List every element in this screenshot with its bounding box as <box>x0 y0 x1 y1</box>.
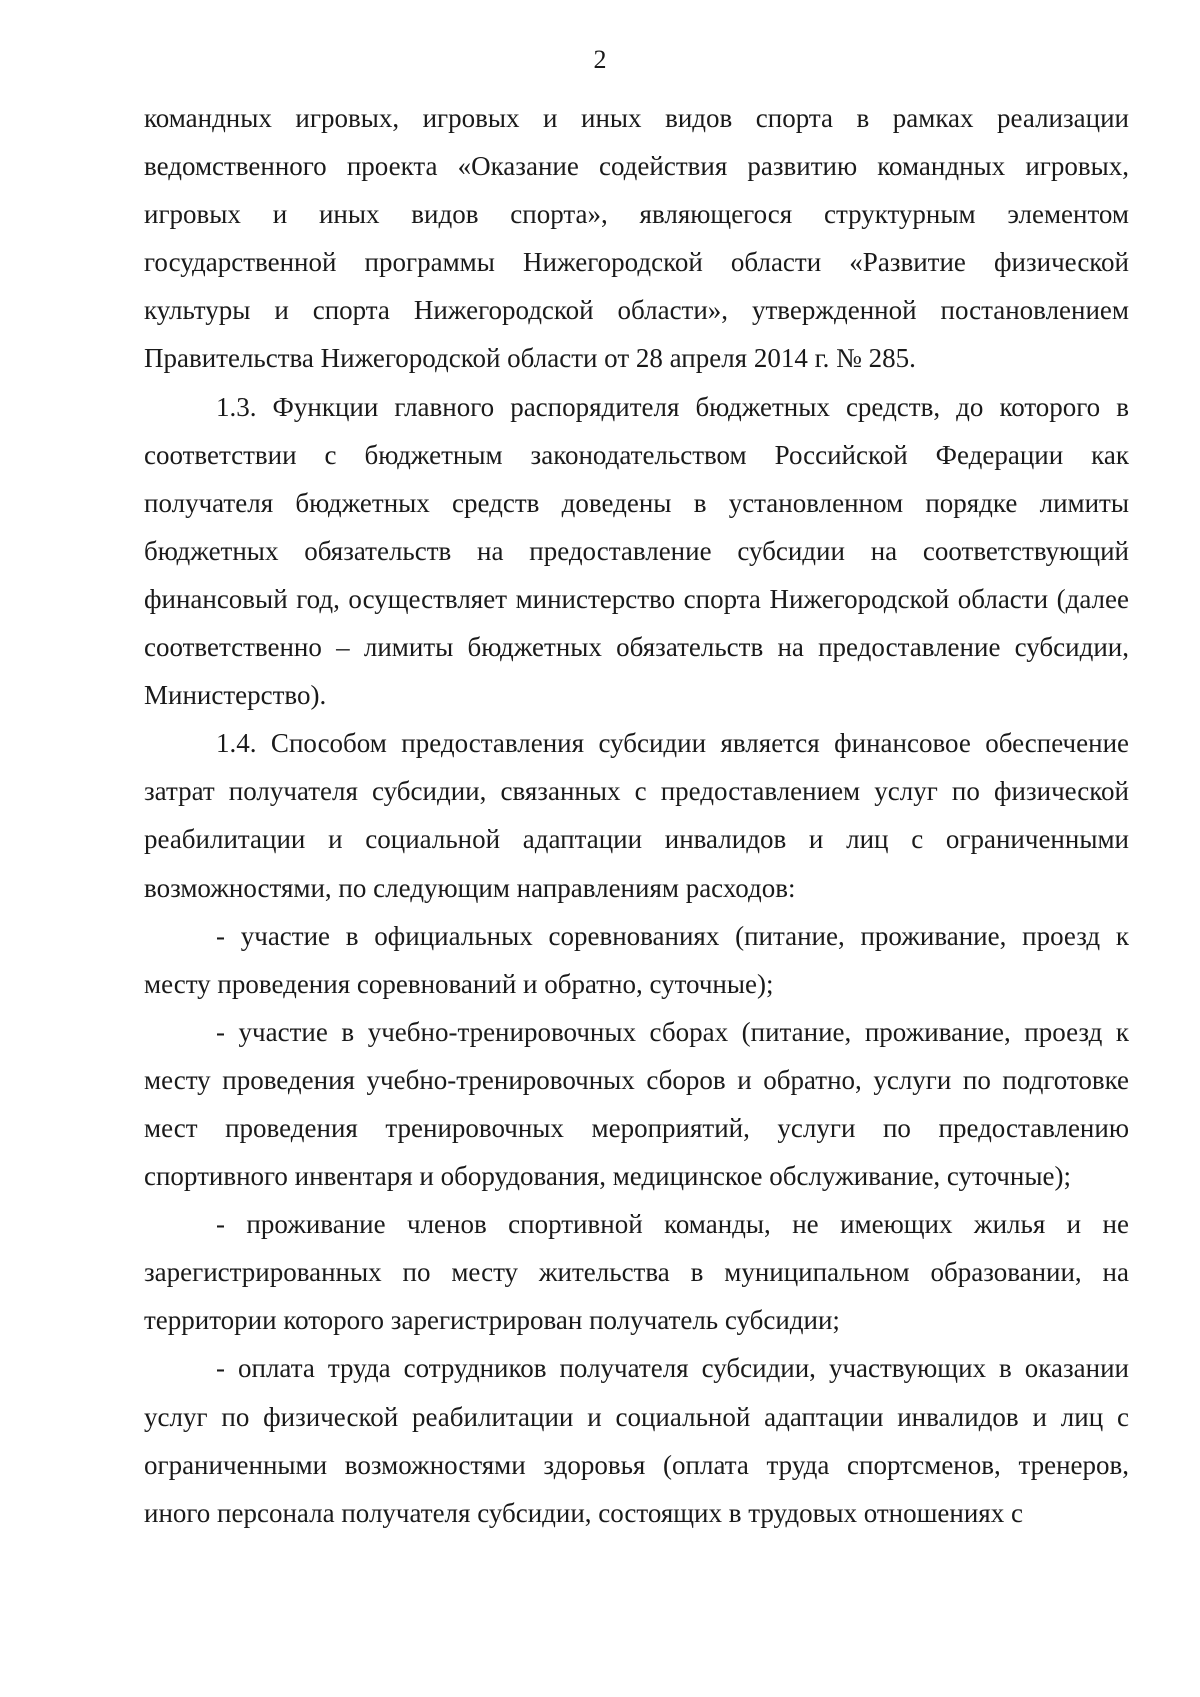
list-item-accommodation: - проживание членов спортивной команды, не имеющих жилья и не зарегистрированных по месту жительства в муниципальном образовании, на территории которого зарегистрирован получатель субсидии; <box>144 1209 1129 1336</box>
paragraph-continuation: командных игровых, игровых и иных видов спорта в рамках реализации ведомственного проекта «Оказание содействия развитию командных игровых, игровых и иных видов спорта», являющегося структурным элементом государственной программы Нижегородской области «Развитие физической культуры и спорта Нижегородской области», утвержденной постановлением Правительства Нижегородской области от 28 апреля 2014 г. № 285. <box>144 103 1129 374</box>
paragraph-1-4: 1.4. Способом предоставления субсидии является финансовое обеспечение затрат получателя субсидии, связанных с предоставлением услуг по физической реабилитации и социальной адаптации инвалидов и лиц с ограниченными возможностями, по следующим направлениям расходов: <box>144 728 1129 903</box>
list-item-training-camps: - участие в учебно-тренировочных сборах (питание, проживание, проезд к месту проведения учебно-тренировочных сборов и обратно, услуги по подготовке мест проведения тренировочных мероприятий, услуги по предоставлению спортивного инвентаря и оборудования, медицинское обслуживание, суточные); <box>144 1016 1129 1192</box>
paragraph-1-3: 1.3. Функции главного распорядителя бюджетных средств, до которого в соответствии с бюджетным законодательством Российской Федерации как получателя бюджетных средств доведены в установленном порядке лимиты бюджетных обязательств на предоставление субсидии на соответствующий финансовый год, осуществляет министерство спорта Нижегородской области (далее соответственно – лимиты бюджетных обязательств на предоставление субсидии, Министерство). <box>144 391 1129 711</box>
list-item-competitions: - участие в официальных соревнованиях (питание, проживание, проезд к месту проведения соревнований и обратно, суточные); <box>144 920 1129 999</box>
page-number: 2 <box>593 45 607 74</box>
document-body <box>144 94 1129 1537</box>
list-item-salaries: - оплата труда сотрудников получателя субсидии, участвующих в оказании услуг по физической реабилитации и социальной адаптации инвалидов и лиц с ограниченными возможностями здоровья (оплата труда спортсменов, тренеров, иного персонала получателя субсидии, состоящих в трудовых отношениях с <box>144 1353 1129 1528</box>
